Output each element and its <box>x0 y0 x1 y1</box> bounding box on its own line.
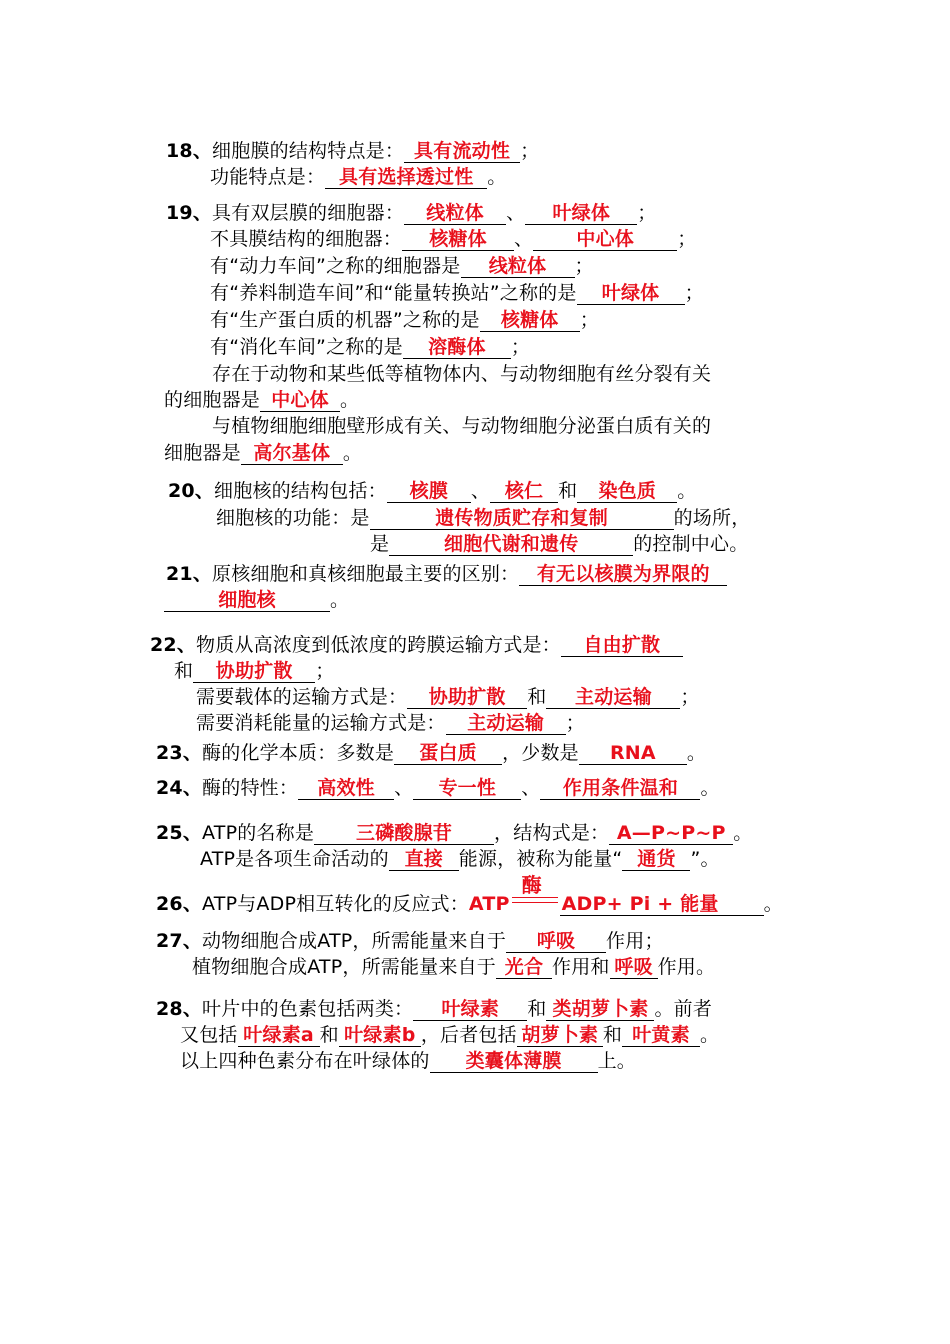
q18-text: 细胞膜的结构特点是： <box>212 140 405 162</box>
q22-number: 22、 <box>150 634 197 656</box>
q21-line1 <box>166 561 727 587</box>
q22-line2 <box>174 658 334 684</box>
q19-line8 <box>164 387 359 413</box>
punct: ； <box>510 336 531 358</box>
q19-text: 有“养料制造车间”和“能量转换站”之称的是 <box>210 282 577 304</box>
answer-blank[interactable]: 主动运输 <box>546 686 680 709</box>
q23-text: 酶的化学本质：多数是 <box>202 742 395 764</box>
punct: 、 <box>506 202 526 224</box>
q27-text: 动物细胞合成ATP，所需能量来自于 <box>202 930 507 952</box>
punct: ； <box>315 660 335 682</box>
punct: 。 <box>677 480 697 502</box>
q24-number: 24、 <box>156 777 203 799</box>
answer-blank[interactable]: 有无以核膜为界限的 <box>519 563 727 586</box>
punct: 、 <box>394 777 414 799</box>
q28-text: 和 <box>527 998 547 1020</box>
answer-blank[interactable]: 叶绿素 <box>413 998 527 1021</box>
q22-text: 和 <box>174 660 194 682</box>
q20-text: 是 <box>370 533 390 555</box>
q23-number: 23、 <box>156 742 203 764</box>
arrow-line <box>512 902 558 903</box>
q24-line <box>156 775 720 801</box>
q22-line1 <box>150 632 683 658</box>
q26-text: ATP与ADP相互转化的反应式： <box>202 893 469 915</box>
answer-blank[interactable]: 类胡萝卜素 <box>546 998 654 1021</box>
q25-text: ATP是各项生命活动的 <box>200 848 389 870</box>
q18-line1 <box>166 138 539 164</box>
q28-text: ，后者包括 <box>420 1024 517 1046</box>
q28-line2 <box>180 1022 719 1048</box>
punct: ； <box>520 140 540 162</box>
punct: 。 <box>340 389 360 411</box>
answer-blank[interactable]: 呼吸 <box>506 930 606 953</box>
q18-line2 <box>210 164 506 190</box>
q28-line1 <box>156 996 712 1022</box>
q18-text: 功能特点是： <box>210 166 326 188</box>
q22-line3 <box>196 684 700 710</box>
q28-text: 又包括 <box>180 1024 238 1046</box>
q19-line3 <box>210 253 594 279</box>
q20-text: 的场所， <box>673 507 751 529</box>
answer-blank[interactable]: 协助扩散 <box>407 686 527 709</box>
answer-blank[interactable]: 线粒体 <box>404 202 506 225</box>
q18-number: 18、 <box>166 140 213 162</box>
q23-line <box>156 740 706 766</box>
reaction-arrow <box>510 873 560 910</box>
q28-text: 和 <box>319 1024 339 1046</box>
punct: ； <box>574 255 594 277</box>
q27-text: 植物细胞合成ATP，所需能量来自于 <box>192 956 496 978</box>
q24-text: 酶的特性： <box>202 777 299 799</box>
answer-blank[interactable]: 遗传物质贮存和复制 <box>370 507 674 530</box>
q28-number: 28、 <box>156 998 203 1020</box>
answer-blank[interactable]: 线粒体 <box>461 255 575 278</box>
q25-text: ，结构式是： <box>494 822 610 844</box>
answer-blank[interactable]: 高效性 <box>298 777 394 800</box>
q25-number: 25、 <box>156 822 203 844</box>
punct: 。 <box>686 742 707 764</box>
punct: 。 <box>330 589 350 611</box>
punct: 、 <box>521 777 541 799</box>
q20-text: 和 <box>558 480 578 502</box>
q28-line3 <box>180 1048 636 1074</box>
answer-blank[interactable]: 呼吸 <box>610 956 658 979</box>
q20-text: 的控制中心。 <box>633 533 749 555</box>
answer-blank[interactable]: 核糖体 <box>402 228 514 251</box>
punct: 。 <box>733 822 753 844</box>
q19-text: 有“生产蛋白质的机器”之称的是 <box>210 309 480 331</box>
q20-line1 <box>168 478 696 504</box>
punct: 。 <box>700 777 720 799</box>
q27-text: 作用和 <box>552 956 610 978</box>
answer-blank[interactable]: ATP <box>468 893 510 915</box>
answer-blank[interactable]: 三磷酸腺苷 <box>314 822 494 845</box>
answer-blank[interactable]: 协助扩散 <box>193 660 315 683</box>
answer-blank[interactable]: 光合 <box>496 956 552 979</box>
q25-line2 <box>200 846 720 872</box>
q19-line6 <box>210 334 530 360</box>
punct: ； <box>565 712 585 734</box>
punct: 。 <box>487 166 507 188</box>
q19-text: 与植物细胞细胞壁形成有关、与动物细胞分泌蛋白质有关的 <box>212 415 712 437</box>
punct: 、 <box>514 228 534 250</box>
q19-line10 <box>164 440 362 466</box>
answer-blank[interactable]: 细胞核 <box>164 589 330 612</box>
q19-number: 19、 <box>166 202 213 224</box>
punct: 。 <box>342 442 363 464</box>
q22-text: 和 <box>527 686 547 708</box>
answer-blank[interactable]: 中心体 <box>533 228 677 251</box>
q19-text: 不具膜结构的细胞器： <box>210 228 403 250</box>
answer-blank[interactable]: 叶绿体 <box>525 202 637 225</box>
q19-line5 <box>210 307 599 333</box>
punct: ； <box>579 309 599 331</box>
q25-text: ”。 <box>690 848 720 870</box>
q25-text: ATP的名称是 <box>202 822 315 844</box>
q23-text: ，少数是 <box>502 742 579 764</box>
punct: 、 <box>470 480 491 502</box>
punct: ； <box>684 282 704 304</box>
answer-blank[interactable]: 主动运输 <box>446 712 566 735</box>
q19-line1 <box>166 200 656 226</box>
answer-blank[interactable]: RNA <box>579 742 687 765</box>
answer-blank[interactable]: 溶酶体 <box>403 336 511 359</box>
answer-blank[interactable]: ADP+ Pi + 能量 <box>560 893 764 916</box>
answer-blank[interactable]: 核糖体 <box>480 309 580 332</box>
answer-blank[interactable]: 具有流动性 <box>404 140 520 163</box>
punct: ； <box>680 686 700 708</box>
answer-blank[interactable]: 核膜 <box>387 480 471 503</box>
q26-line <box>156 873 783 917</box>
answer-blank[interactable]: 通货 <box>622 848 690 871</box>
q27-line2 <box>192 954 715 980</box>
q19-text: 的细胞器是 <box>164 389 261 411</box>
answer-blank[interactable]: 胡萝卜素 <box>517 1024 603 1047</box>
q22-line4 <box>196 710 585 736</box>
q19-line2 <box>210 226 696 252</box>
answer-blank[interactable]: 类囊体薄膜 <box>430 1050 598 1073</box>
q27-number: 27、 <box>156 930 203 952</box>
q20-text: 细胞核的功能：是 <box>216 507 370 529</box>
q28-text: 。前者 <box>654 998 713 1020</box>
answer-blank[interactable]: 叶黄素 <box>622 1024 700 1047</box>
answer-blank[interactable]: 蛋白质 <box>394 742 502 765</box>
q28-text: 和 <box>602 1024 623 1046</box>
q21-number: 21、 <box>166 563 213 585</box>
answer-blank[interactable]: 具有选择透过性 <box>325 166 487 189</box>
q27-line1 <box>156 928 664 954</box>
answer-blank[interactable]: 直接 <box>389 848 459 871</box>
punct: 。 <box>763 893 783 915</box>
q25-line1 <box>156 820 752 846</box>
answer-blank[interactable]: 叶绿素b <box>339 1024 421 1047</box>
q22-text: 物质从高浓度到低浓度的跨膜运输方式是： <box>196 634 561 656</box>
q27-text: 作用； <box>606 930 664 952</box>
q20-line3 <box>370 531 748 557</box>
q28-text: 以上四种色素分布在叶绿体的 <box>180 1050 430 1072</box>
punct: 。 <box>700 1024 720 1046</box>
q19-text: 有“消化车间”之称的是 <box>210 336 403 358</box>
answer-blank[interactable]: 核仁 <box>490 480 558 503</box>
answer-blank[interactable]: 专一性 <box>413 777 521 800</box>
answer-blank[interactable]: 自由扩散 <box>561 634 683 657</box>
arrow-line <box>512 897 558 898</box>
q22-text: 需要载体的运输方式是： <box>196 686 408 708</box>
q26-number: 26、 <box>156 893 203 915</box>
answer-blank[interactable]: 中心体 <box>260 389 340 412</box>
q19-line9 <box>212 413 711 439</box>
q21-text: 原核细胞和真核细胞最主要的区别： <box>212 563 520 585</box>
q19-text: 有“动力车间”之称的细胞器是 <box>210 255 461 277</box>
q19-line4 <box>210 280 704 306</box>
answer-blank[interactable]: 作用条件温和 <box>540 777 700 800</box>
answer-blank[interactable]: 叶绿体 <box>577 282 685 305</box>
q20-line2 <box>216 505 750 531</box>
q25-text: 能源，被称为能量“ <box>458 848 623 870</box>
q20-number: 20、 <box>168 480 215 502</box>
enzyme-label: 酶 <box>521 873 542 897</box>
answer-blank[interactable]: A—P~P~P <box>609 822 733 845</box>
punct: ； <box>637 202 657 224</box>
q19-line7 <box>212 361 711 387</box>
q19-text: 存在于动物和某些低等植物体内、与动物细胞有丝分裂有关 <box>212 363 712 385</box>
punct: ； <box>677 228 697 250</box>
answer-blank[interactable]: 染色质 <box>577 480 677 503</box>
q22-text: 需要消耗能量的运输方式是： <box>196 712 446 734</box>
q19-text: 细胞器是 <box>164 442 241 464</box>
q21-line2 <box>164 587 349 613</box>
q27-text: 作用。 <box>657 956 716 978</box>
answer-blank[interactable]: 高尔基体 <box>241 442 343 465</box>
q28-text: 叶片中的色素包括两类： <box>202 998 414 1020</box>
q19-text: 具有双层膜的细胞器： <box>212 202 405 224</box>
q20-text: 细胞核的结构包括： <box>214 480 387 502</box>
q28-text: 上。 <box>597 1050 637 1072</box>
answer-blank[interactable]: 细胞代谢和遗传 <box>389 533 633 556</box>
answer-blank[interactable]: 叶绿素a <box>238 1024 320 1047</box>
